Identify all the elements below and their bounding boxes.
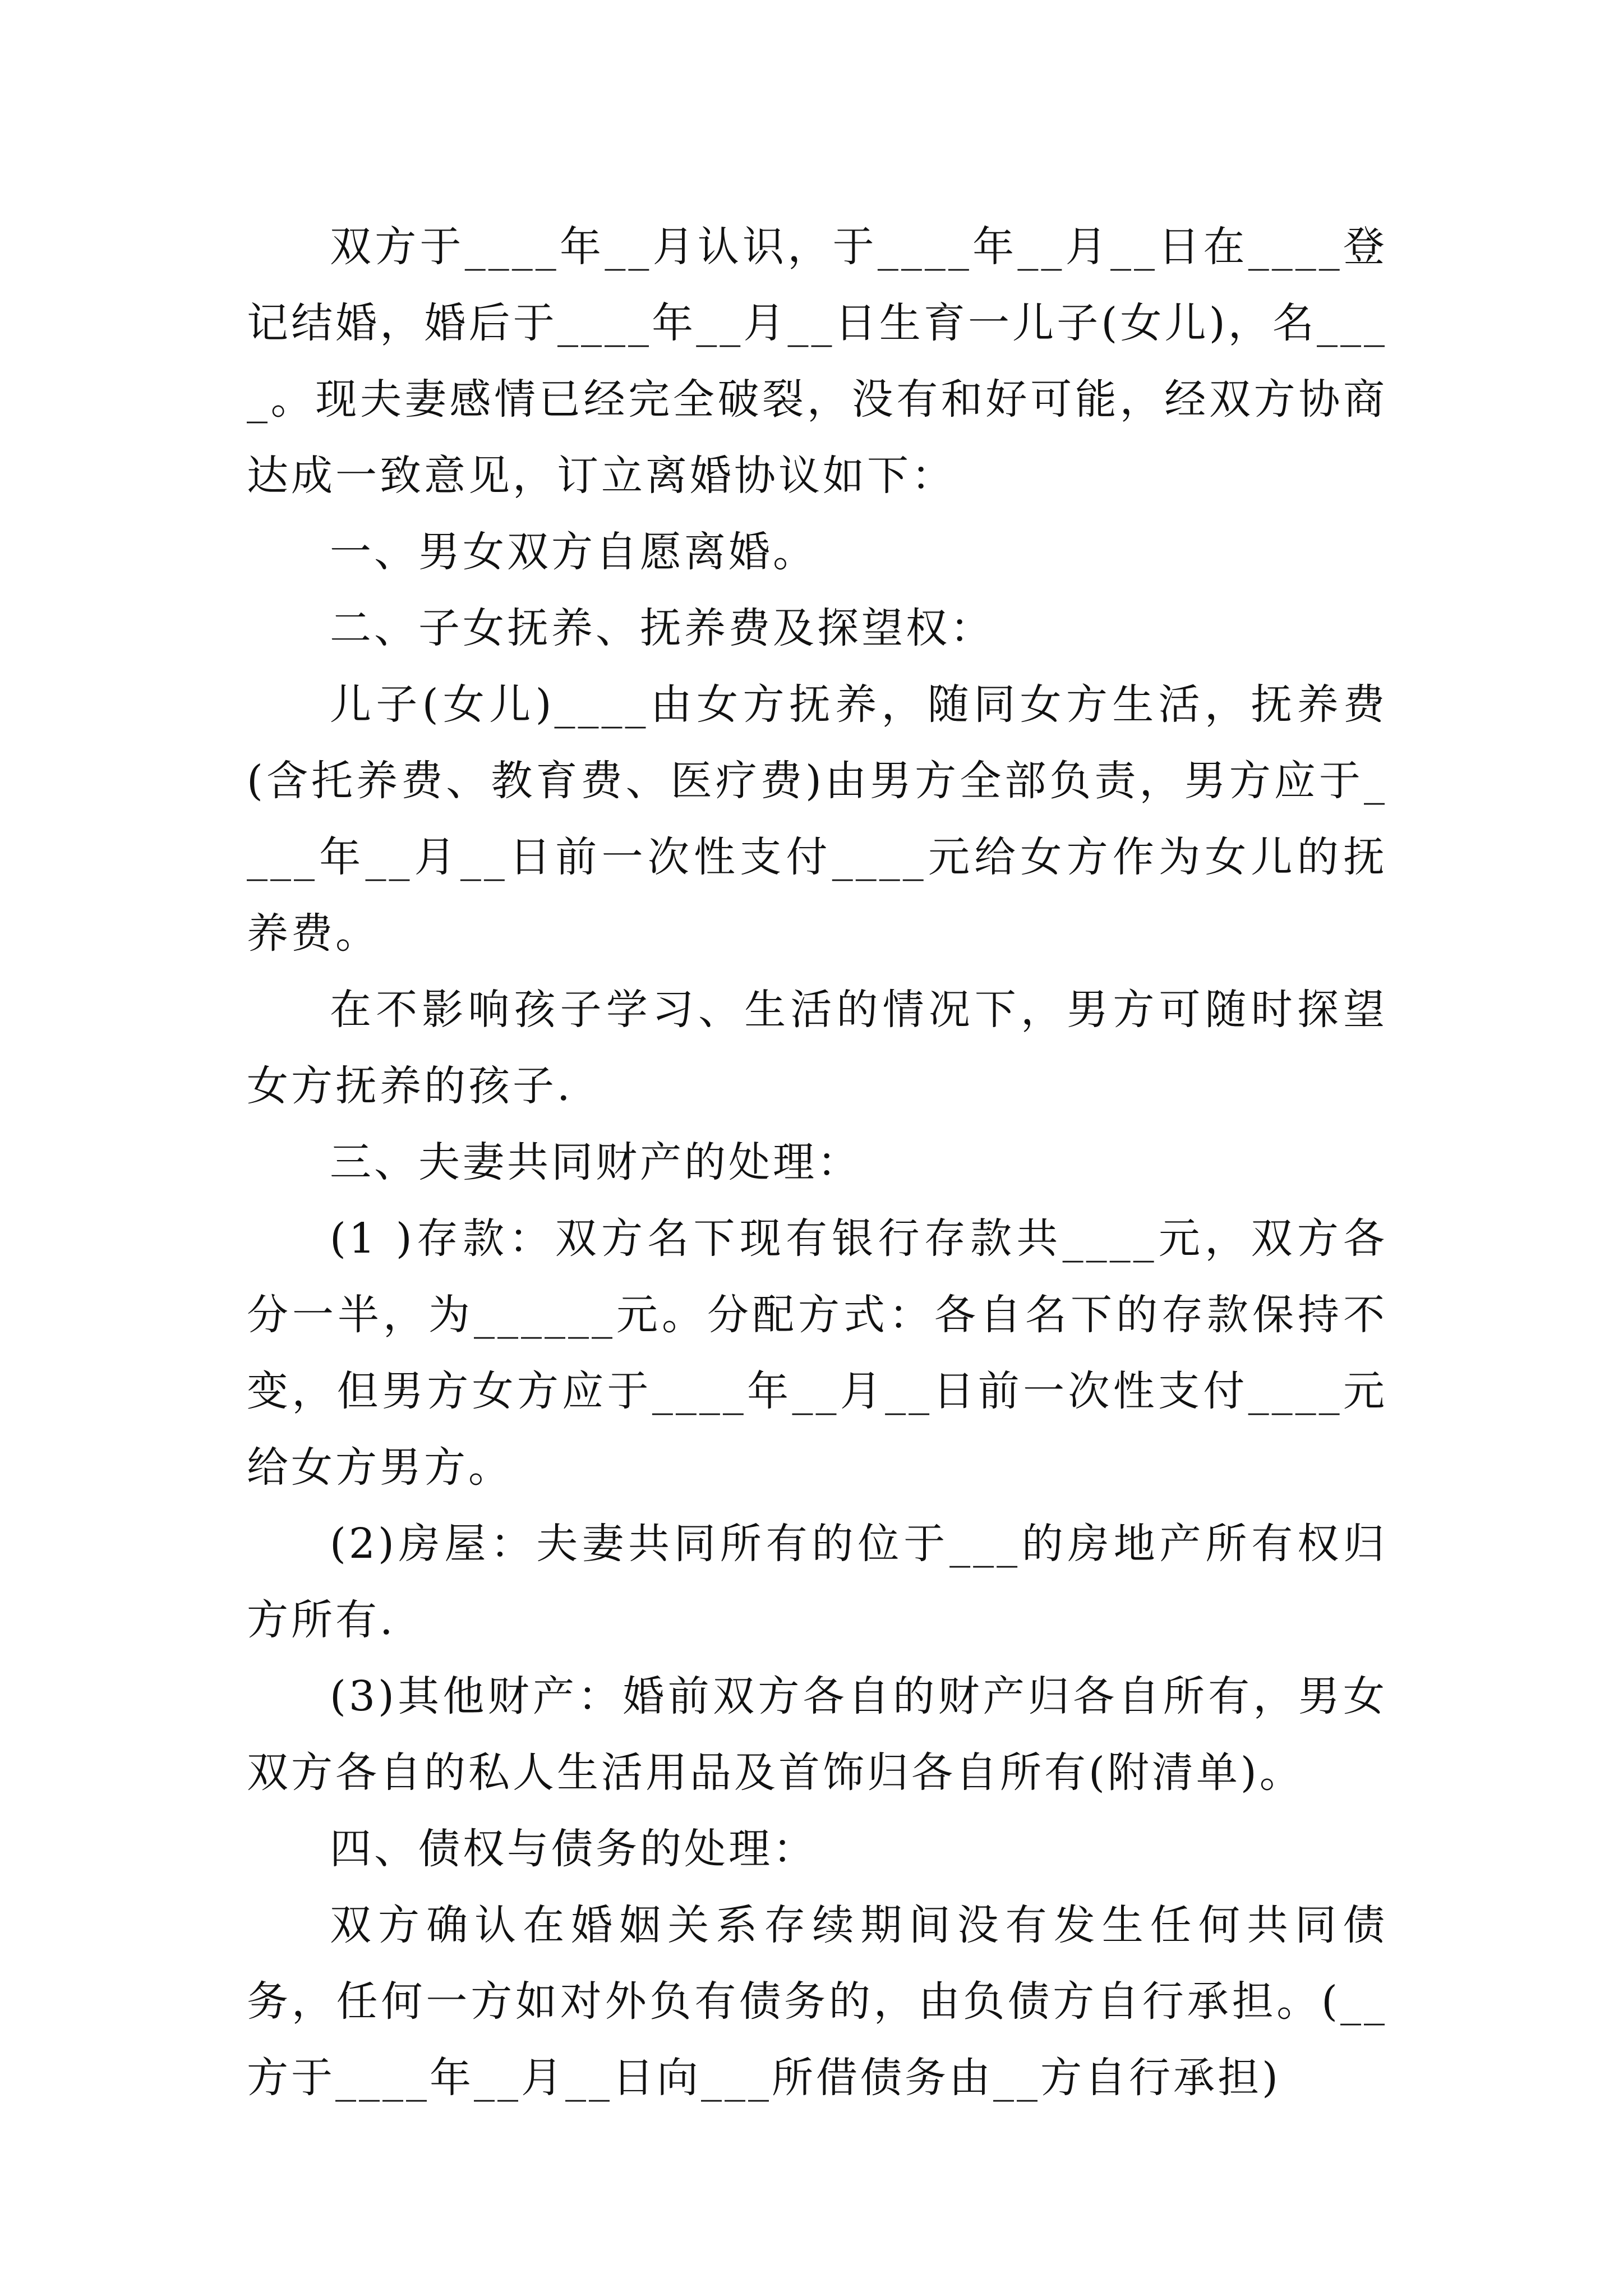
- paragraph-other-property: (3)其他财产：婚前双方各自的财产归各自所有，男女双方各自的私人生活用品及首饰归各自所有(附清单)。: [247, 1672, 1387, 1797]
- paragraph-savings: (1 )存款：双方名下现有银行存款共____元，双方各分一半，为______元。分配方式：各自名下的存款保持不变，但男方女方应于____年__月__日前一次性支付____元给女方男方。: [247, 1214, 1387, 1492]
- paragraph-house: (2)房屋：夫妻共同所有的位于___的房地产所有权归方所有.: [247, 1520, 1387, 1644]
- clause-3-heading-property: 三、夫妻共同财产的处理：: [330, 1138, 861, 1186]
- clause-2-heading-custody: 二、子女抚养、抚养费及探望权：: [330, 604, 994, 652]
- paragraph-child-custody: 儿子(女儿)____由女方抚养，随同女方生活，抚养费(含托养费、教育费、医疗费)由男方全部负责，男方应于____年__月__日前一次性支付____元给女方作为女儿的抚养费。: [247, 680, 1387, 958]
- clause-1-voluntary-divorce: 一、男女双方自愿离婚。: [330, 528, 817, 576]
- clause-4-heading-debts: 四、债权与债务的处理：: [330, 1825, 817, 1873]
- paragraph-marriage-info: 双方于____年__月认识，于____年__月__日在____登记结婚，婚后于____年__月__日生育一儿子(女儿)，名____。现夫妻感情已经完全破裂，没有和好可能，经双方协商达成一致意见，订立离婚协议如下：: [247, 223, 1387, 500]
- paragraph-visitation: 在不影响孩子学习、生活的情况下，男方可随时探望女方抚养的孩子.: [247, 986, 1387, 1110]
- paragraph-debts: 双方确认在婚姻关系存续期间没有发生任何共同债务，任何一方如对外负有债务的，由负债方自行承担。(__方于____年__月__日向___所借债务由__方自行承担): [247, 1901, 1387, 2102]
- document-body: [247, 209, 1387, 2116]
